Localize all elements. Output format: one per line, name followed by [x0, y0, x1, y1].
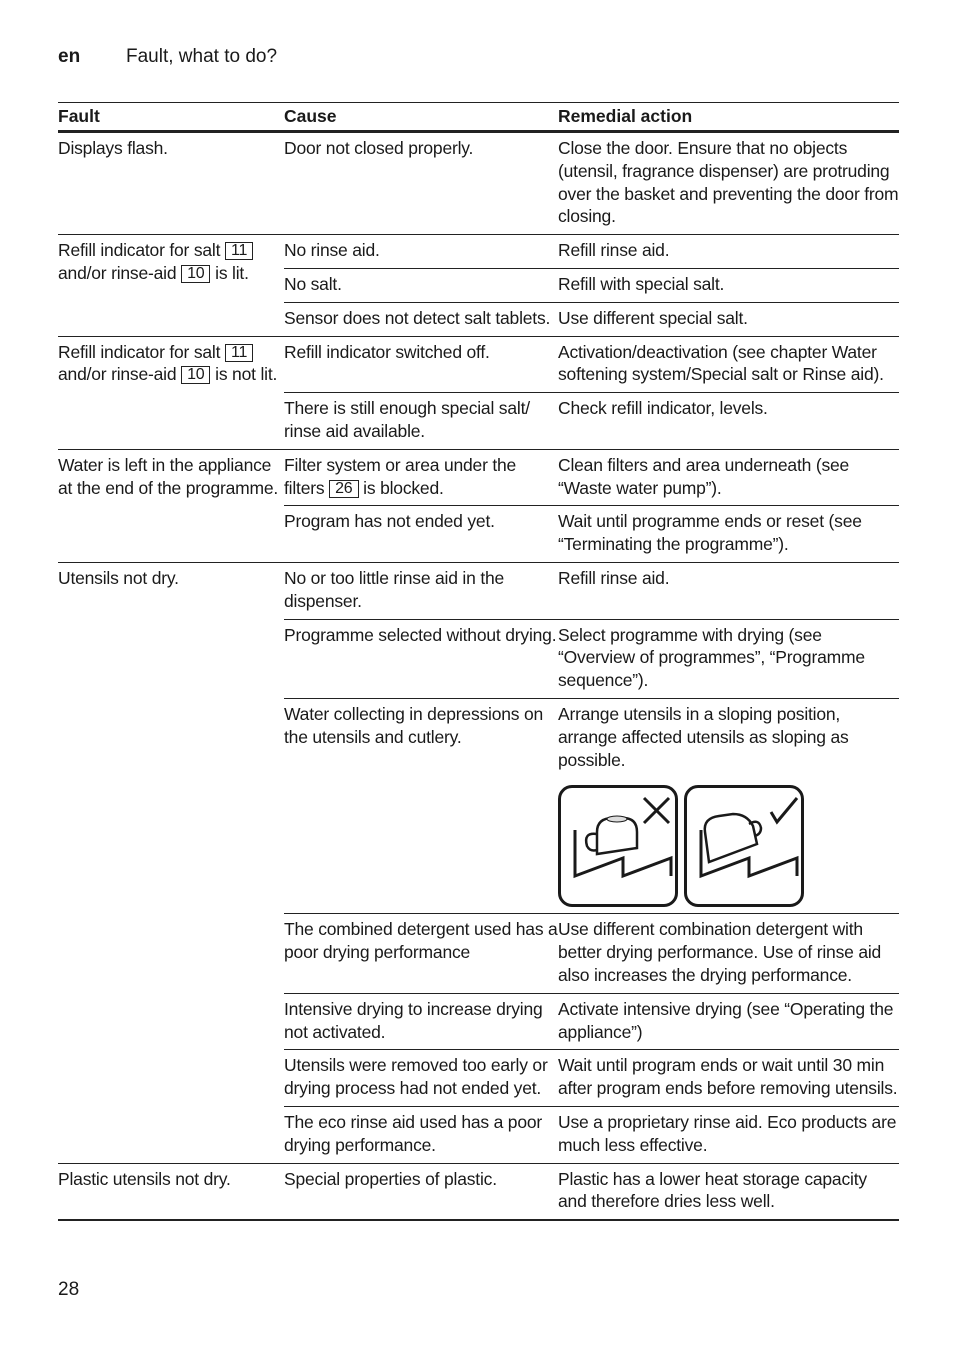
table-row: [284, 563, 899, 620]
fault-group: [58, 450, 899, 563]
column-header-fault: Fault: [58, 106, 100, 126]
correct-placement-icon: [684, 785, 804, 907]
action-cell: Wait until program ends or wait until 30 min after program ends before removing utensils.: [558, 1055, 898, 1099]
cause-text: Filter system or area under the filters: [284, 454, 517, 498]
fault-text: Refill indicator for salt: [58, 341, 221, 362]
indicator-number: 11: [225, 242, 253, 260]
fault-cell: Water is left in the appliance at the end of the programme.: [58, 454, 279, 498]
fault-cell: [58, 235, 284, 335]
fault-group: [58, 133, 899, 235]
fault-group: [58, 235, 899, 336]
cause-cell: Programme selected without drying.: [284, 624, 557, 645]
table-row: [284, 994, 899, 1051]
fault-group: [58, 563, 899, 1164]
table-header: [58, 102, 899, 133]
indicator-number: 10: [181, 265, 210, 283]
cause-cell: The eco rinse aid used has a poor drying performance.: [284, 1111, 543, 1155]
table-row: [284, 506, 899, 562]
placement-illustration: [558, 785, 899, 907]
action-cell: Activation/deactivation (see chapter Water softening system/Special salt or Rinse aid).: [558, 341, 884, 385]
action-cell: Refill rinse aid.: [558, 240, 670, 261]
fault-text: and/or rinse-aid: [58, 364, 177, 385]
action-text: Arrange utensils in a sloping position, arrange affected utensils as sloping as possible.: [558, 703, 849, 770]
cause-cell: No or too little rinse aid in the dispenser.: [284, 567, 505, 611]
table-row: [284, 1164, 899, 1220]
table-row: [284, 337, 899, 394]
fault-cell: [58, 337, 284, 449]
action-cell: Wait until programme ends or reset (see “Terminating the programme”).: [558, 511, 862, 555]
cause-cell: The combined detergent used has a poor drying performance: [284, 919, 558, 963]
cause-text: is blocked.: [363, 477, 444, 498]
page-header: [58, 46, 277, 68]
action-cell: Use different special salt.: [558, 307, 748, 328]
cause-cell: Intensive drying to increase drying not activated.: [284, 998, 543, 1042]
table-row: [284, 620, 899, 699]
column-header-action: Remedial action: [558, 106, 693, 126]
fault-text: is not lit.: [215, 364, 278, 385]
table-row: [284, 269, 899, 303]
action-cell: Use a proprietary rinse aid. Eco products are much less effective.: [558, 1111, 897, 1155]
action-cell: [558, 699, 899, 913]
fault-table: [58, 102, 899, 1221]
table-row: [284, 699, 899, 914]
cause-cell: No rinse aid.: [284, 240, 380, 261]
action-cell: Close the door. Ensure that no objects (utensil, fragrance dispenser) are protruding over the basket and preventing the door from closing.: [558, 138, 899, 227]
fault-cell: Displays flash.: [58, 138, 168, 158]
fault-group: [58, 1164, 899, 1222]
page-title: Fault, what to do?: [126, 46, 278, 67]
fault-cell: Utensils not dry.: [58, 567, 179, 588]
cause-cell: There is still enough special salt/ rinse aid available.: [284, 398, 530, 441]
indicator-number: 10: [181, 366, 210, 384]
cause-cell: Door not closed properly.: [284, 138, 474, 158]
action-cell: Select programme with drying (see “Overview of programmes”, “Programme sequence”).: [558, 624, 865, 691]
action-cell: Refill with special salt.: [558, 273, 725, 294]
fault-text: is lit.: [215, 262, 249, 283]
action-cell: Check refill indicator, levels.: [558, 398, 768, 419]
cause-cell: Utensils were removed too early or drying process had not ended yet.: [284, 1055, 548, 1099]
fault-group: [58, 337, 899, 450]
cause-cell: No salt.: [284, 273, 342, 294]
part-number: 26: [329, 480, 358, 498]
table-row: [284, 1107, 899, 1163]
indicator-number: 11: [225, 344, 253, 362]
action-cell: Clean filters and area underneath (see “Waste water pump”).: [558, 454, 850, 498]
action-cell: Refill rinse aid.: [558, 567, 670, 588]
cause-cell: Sensor does not detect salt tablets.: [284, 307, 551, 328]
table-row: [284, 450, 899, 507]
page-number: 28: [58, 1279, 80, 1300]
fault-text: and/or rinse-aid: [58, 262, 177, 283]
table-row: [284, 303, 899, 336]
cause-cell: Water collecting in depressions on the utensils and cutlery.: [284, 703, 544, 747]
column-header-cause: Cause: [284, 106, 337, 126]
table-row: [284, 235, 899, 269]
fault-cell: Plastic utensils not dry.: [58, 1168, 231, 1189]
table-row: [284, 133, 899, 234]
action-cell: Use different combination detergent with better drying performance. Use of rinse aid also increases the drying performance.: [558, 919, 882, 985]
cause-cell: Refill indicator switched off.: [284, 341, 490, 362]
cause-cell: Program has not ended yet.: [284, 511, 495, 532]
table-row: [284, 1050, 899, 1107]
cause-cell: [284, 450, 558, 506]
action-cell: Plastic has a lower heat storage capacity and therefore dries less well.: [558, 1168, 867, 1212]
cause-cell: Special properties of plastic.: [284, 1168, 497, 1189]
language-label: en: [58, 46, 81, 67]
table-row: [284, 393, 899, 449]
table-row: [284, 914, 899, 993]
action-cell: Activate intensive drying (see “Operating the appliance”): [558, 998, 894, 1042]
wrong-placement-icon: [558, 785, 678, 907]
fault-text: Refill indicator for salt: [58, 240, 221, 261]
